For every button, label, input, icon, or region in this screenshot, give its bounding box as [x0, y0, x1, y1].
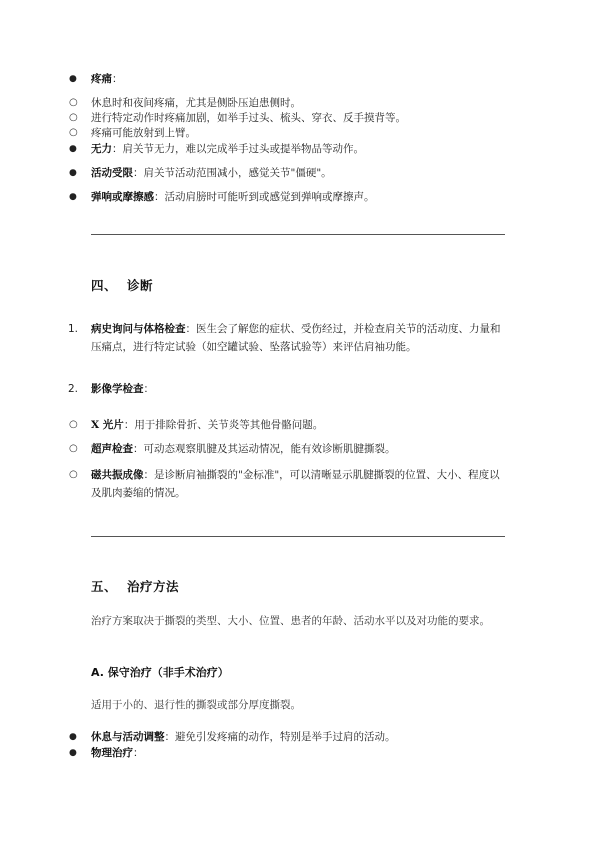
symptom-term: 疼痛	[91, 73, 112, 85]
conservative-description: 适用于小的、退行性的撕裂或部分厚度撕裂。	[91, 699, 301, 711]
circle-bullet-icon: ○	[69, 97, 78, 108]
subheading-conservative: A. 保守治疗（非手术治疗）	[91, 666, 229, 679]
list-item: ● 无力：肩关节无力，难以完成举手过头或提举物品等动作。	[69, 143, 364, 155]
circle-bullet-icon: ○	[69, 469, 78, 480]
circle-bullet-icon: ○	[69, 443, 78, 454]
bullet-icon: ●	[69, 732, 77, 742]
list-item: ○ X 光片：用于排除骨折、关节炎等其他骨骼问题。	[69, 419, 324, 431]
list-item: ○ 磁共振成像：是诊断肩袖撕裂的"金标准"，可以清晰显示肌腱撕裂的位置、大小、程度以及肌肉萎缩的情况。	[91, 466, 505, 502]
list-item: ● 弹响或摩擦感：活动肩膀时可能听到或感觉到弹响或摩擦声。	[69, 191, 375, 203]
bullet-icon: ●	[69, 74, 77, 84]
divider	[91, 234, 505, 235]
bullet-icon: ●	[69, 144, 77, 154]
circle-bullet-icon: ○	[69, 127, 78, 138]
circle-bullet-icon: ○	[69, 112, 78, 123]
section-heading-treatment: 五、 治疗方法	[91, 579, 180, 594]
numbered-item: 1. 病史询问与体格检查：医生会了解您的症状、受伤经过，并检查肩关节的活动度、力量和压痛点，进行特定试验（如空罐试验、坠落试验等）来评估肩袖功能。	[68, 323, 501, 353]
list-item: ○ 疼痛可能放射到上臂。	[69, 127, 196, 139]
treatment-intro: 治疗方案取决于撕裂的类型、大小、位置、患者的年龄、活动水平以及对功能的要求。	[91, 615, 490, 627]
bullet-icon: ●	[69, 168, 77, 178]
section-heading-diagnosis: 四、 诊断	[91, 278, 154, 293]
list-item: ● 活动受限：肩关节活动范围减小，感觉关节"僵硬"。	[69, 167, 332, 179]
list-item: ○ 进行特定动作时疼痛加剧，如举手过头、梳头、穿衣、反手摸背等。	[69, 112, 406, 124]
bullet-icon: ●	[69, 748, 77, 758]
numbered-item: 2. 影像学检查：	[68, 383, 154, 395]
circle-bullet-icon: ○	[69, 419, 78, 430]
list-item: ● 休息与活动调整：避免引发疼痛的动作，特别是举手过肩的活动。	[69, 731, 396, 743]
divider	[91, 536, 505, 537]
list-item: ○ 超声检查：可动态观察肌腱及其运动情况，能有效诊断肌腱撕裂。	[69, 443, 396, 455]
list-item: ○ 休息时和夜间疼痛，尤其是侧卧压迫患侧时。	[69, 97, 301, 109]
bullet-icon: ●	[69, 192, 77, 202]
list-item: ● 疼痛：	[69, 73, 123, 85]
list-item: ● 物理治疗：	[69, 747, 144, 759]
